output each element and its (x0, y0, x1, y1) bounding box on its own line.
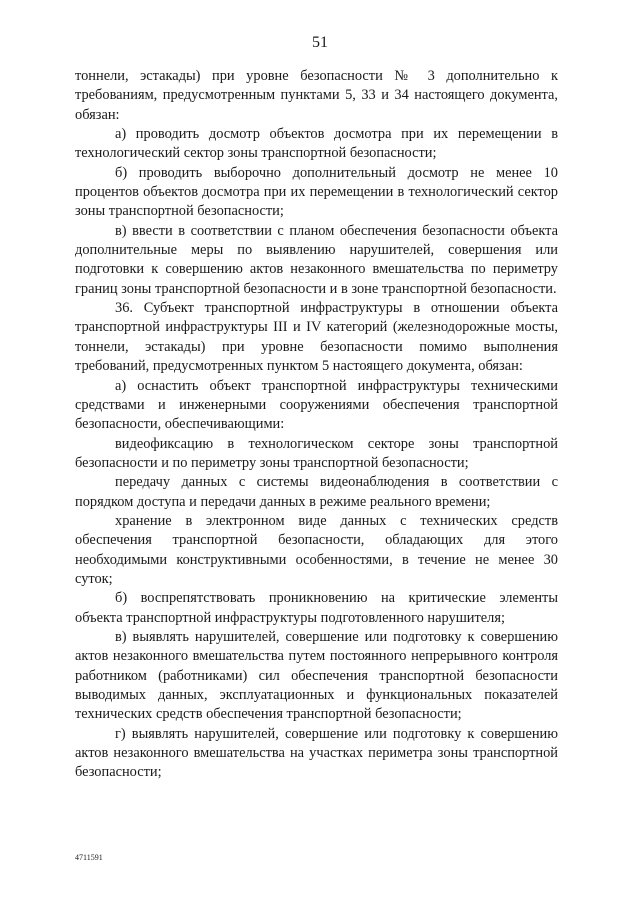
page-number: 51 (312, 34, 328, 51)
paragraph-item-b-prevent: б) воспрепятствовать проникновению на критические элементы объекта транспортной инфраструктуры подготовленного нарушителя; (75, 590, 558, 626)
paragraph-item-a-inspection: а) проводить досмотр объектов досмотра при их перемещении в технологический сектор зоны транспортной безопасности; (75, 126, 558, 162)
paragraph-data-transfer: передачу данных с системы видеонаблюдения в соответствии с порядком доступа и передачи данных в режиме реального времени; (75, 474, 558, 510)
paragraph-clause-36: 36. Субъект транспортной инфраструктуры в отношении объекта транспортной инфраструктуры III и IV категорий (железнодорожные мосты, тоннели, эстакады) при уровне безопасности помимо выполнения требований, предусмотренных пунктом 5 настоящего документа, обязан: (75, 300, 558, 375)
paragraph-item-g-detect-perimeter: г) выявлять нарушителей, совершение или подготовку к совершению актов незаконного вмешательства на участках периметра зоны транспортной безопасности; (75, 725, 558, 781)
paragraph-continuation: тоннели, эстакады) при уровне безопасности № 3 дополнительно к требованиям, предусмотренным пунктами 5, 33 и 34 настоящего документа, обязан: (75, 68, 558, 123)
paragraph-data-storage: хранение в электронном виде данных с технических средств обеспечения транспортной безопасности, обладающих для этого необходимыми конструктивными особенностями, в течение не менее 30 суток; (75, 512, 558, 587)
paragraph-item-b-selective-inspection: б) проводить выборочно дополнительный досмотр не менее 10 процентов объектов досмотра при их перемещении в технологический сектор зоны транспортной безопасности; (75, 164, 558, 220)
document-id: 4711591 (75, 853, 103, 862)
paragraph-item-v-detect: в) выявлять нарушителей, совершение или подготовку к совершению актов незаконного вмешательства путем постоянного непрерывного контроля работником (работниками) сил обеспечения транспортной безопасности выводимых данных, эксплуатационных и функциональных показателей технических средств обеспечения транспортной безопасности; (75, 628, 558, 723)
paragraph-item-a-equip: а) оснастить объект транспортной инфраструктуры техническими средствами и инженерными сооружениями обеспечения транспортной безопасности, обеспечивающими: (75, 377, 558, 433)
paragraph-item-v-additional-measures: в) ввести в соответствии с планом обеспечения безопасности объекта дополнительные меры по выявлению нарушителей, совершения или подготовки к совершению актов незаконного вмешательства по периметру границ зоны транспортной безопасности и в зоне транспортной безопасности. (75, 222, 558, 297)
document-body (75, 67, 558, 783)
paragraph-video-recording: видеофиксацию в технологическом секторе зоны транспортной безопасности и по периметру зоны транспортной безопасности; (75, 435, 558, 471)
